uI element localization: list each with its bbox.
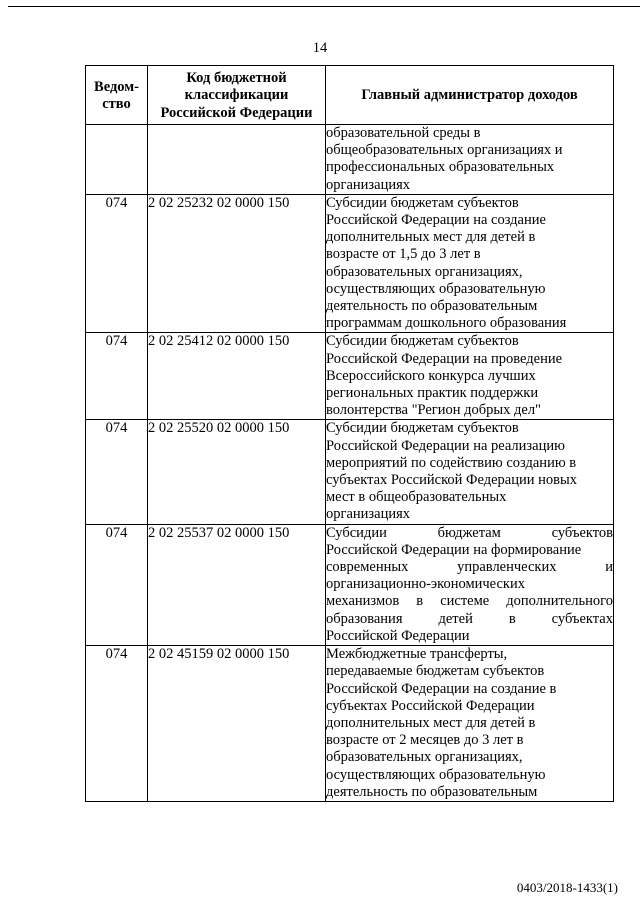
budget-classification-table [85, 65, 614, 802]
description-line [326, 611, 613, 628]
table-row [86, 125, 614, 195]
description-word: современных [326, 559, 409, 576]
description-line: субъектах Российской Федерации новых [326, 472, 577, 489]
budget-code-cell: 2 02 45159 02 0000 150 [148, 646, 326, 802]
table-row [86, 646, 614, 802]
department-code-cell [86, 125, 148, 195]
header-department-line: Ведом- [94, 78, 139, 95]
department-code-cell: 074 [86, 194, 148, 333]
revenue-description-cell [326, 333, 614, 420]
description-word: Субсидии [326, 524, 387, 541]
description-line: образовательных организациях, [326, 263, 523, 280]
budget-code-cell: 2 02 25520 02 0000 150 [148, 420, 326, 524]
description-line: профессиональных образовательных [326, 159, 555, 176]
description-word: в [508, 610, 516, 627]
table-body [86, 125, 614, 802]
revenue-description-cell [326, 524, 614, 645]
top-border-line [8, 6, 640, 7]
header-department [86, 66, 148, 125]
description-line: Российской Федерации на создание в [326, 680, 557, 697]
budget-code-cell: 2 02 25412 02 0000 150 [148, 333, 326, 420]
description-word: системе [440, 593, 490, 610]
description-line: Субсидии бюджетам субъектов [326, 333, 519, 350]
header-code-line: классификации [184, 87, 289, 104]
description-line: осуществляющих образовательную [326, 766, 546, 783]
description-line [326, 525, 613, 542]
header-budget-code [148, 66, 326, 125]
description-line: Российской Федерации на реализацию [326, 437, 565, 454]
description-line: деятельность по образовательным [326, 298, 538, 315]
header-code-line: Российской Федерации [160, 104, 313, 121]
description-line: передаваемые бюджетам субъектов [326, 663, 545, 680]
description-line: образовательной среды в [326, 125, 481, 141]
header-department-line: ство [102, 96, 131, 112]
description-word: механизмов [326, 593, 400, 610]
description-word: управленческих [457, 559, 557, 576]
description-line: организациях [326, 506, 411, 523]
department-code-cell: 074 [86, 646, 148, 802]
description-line: Российской Федерации на создание [326, 212, 546, 229]
budget-code-cell [148, 125, 326, 195]
table-row [86, 333, 614, 420]
description-line: возрасте от 1,5 до 3 лет в [326, 246, 481, 263]
revenue-description-cell [326, 420, 614, 524]
description-line: волонтерства "Регион добрых дел" [326, 402, 541, 419]
department-code-cell: 074 [86, 333, 148, 420]
description-word: детей [438, 610, 473, 627]
description-word: в [416, 593, 424, 610]
table-row [86, 420, 614, 524]
description-word: и [605, 559, 613, 576]
description-line: дополнительных мест для детей в [326, 229, 536, 246]
description-line: мероприятий по содействию созданию в [326, 454, 577, 471]
description-line: Субсидии бюджетам субъектов [326, 420, 519, 437]
header-code-line: Код бюджетной [186, 70, 287, 87]
description-line: региональных практик поддержки [326, 385, 539, 402]
description-line: возрасте от 2 месяцев до 3 лет в [326, 732, 524, 749]
description-line: Межбюджетные трансферты, [326, 646, 508, 663]
description-line: общеобразовательных организациях и [326, 142, 563, 159]
description-line: мест в общеобразовательных [326, 489, 507, 506]
description-word: субъектов [551, 524, 613, 541]
description-line: Российской Федерации [326, 627, 470, 644]
header-revenue-administrator: Главный администратор доходов [326, 66, 614, 125]
table-row [86, 524, 614, 645]
description-line: субъектах Российской Федерации [326, 697, 535, 714]
document-footer-code: 0403/2018-1433(1) [516, 880, 618, 895]
description-word: образования [326, 610, 403, 627]
description-line [326, 593, 613, 610]
description-line: Российской Федерации на проведение [326, 350, 563, 367]
description-word: дополнительного [506, 593, 613, 610]
description-line: организационно-экономических [326, 576, 525, 593]
revenue-description-cell [326, 646, 614, 802]
description-line: Субсидии бюджетам субъектов [326, 194, 519, 211]
page-number: 14 [312, 40, 328, 56]
table-header-row [86, 66, 614, 125]
description-line: организациях [326, 176, 411, 193]
revenue-description-cell [326, 125, 614, 195]
description-line [326, 559, 613, 576]
budget-code-cell: 2 02 25537 02 0000 150 [148, 524, 326, 645]
table-row [86, 194, 614, 333]
description-line: дополнительных мест для детей в [326, 714, 536, 731]
description-word: бюджетам [437, 524, 501, 541]
department-code-cell: 074 [86, 420, 148, 524]
budget-code-cell: 2 02 25232 02 0000 150 [148, 194, 326, 333]
description-line: деятельность по образовательным [326, 783, 538, 800]
description-line: программам дошкольного образования [326, 315, 567, 332]
description-line: Российской Федерации на формирование [326, 541, 582, 558]
description-word: субъектах [551, 610, 613, 627]
description-line: осуществляющих образовательную [326, 280, 546, 297]
revenue-description-cell [326, 194, 614, 333]
description-line: Всероссийского конкурса лучших [326, 367, 536, 384]
description-line: образовательных организациях, [326, 749, 523, 766]
department-code-cell: 074 [86, 524, 148, 645]
